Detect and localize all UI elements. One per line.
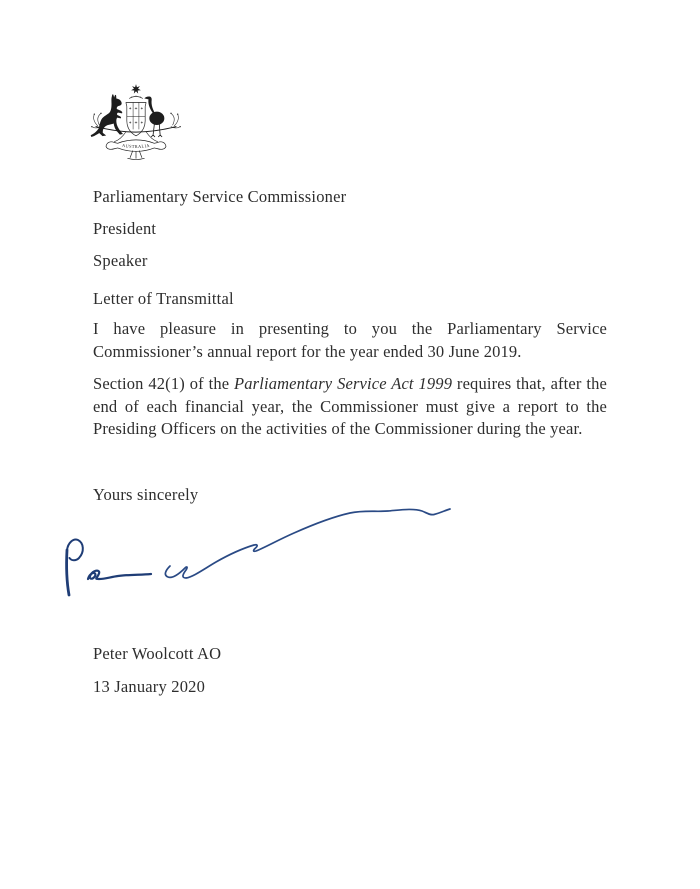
letter-subject: Letter of Transmittal <box>93 289 234 308</box>
paragraph-2-before: Section 42(1) of the <box>93 374 235 393</box>
letter-date: 13 January 2020 <box>93 677 206 696</box>
closing-salutation: Yours sincerely <box>93 485 199 504</box>
paragraph-1: I have pleasure in presenting to you the Parliamentary Service Commissioner’s annual report for the year ended 30 June 2019. <box>93 319 607 361</box>
recipient-president: President <box>93 219 157 238</box>
recipient-speaker: Speaker <box>93 251 148 270</box>
signature-image <box>58 503 458 603</box>
act-title-italic: Parliamentary Service Act 1999 <box>234 374 453 393</box>
paragraph-2-after: requires that, after the end of each financial year, the Commissioner must give a report to the Presiding Officers on the activities of the Commissioner during the year. <box>93 374 607 439</box>
office-title: Parliamentary Service Commissioner <box>93 187 347 206</box>
paragraph-2 <box>93 373 607 441</box>
signatory-name: Peter Woolcott AO <box>93 644 222 663</box>
emblem-banner-text: AUSTRALIA <box>121 142 151 150</box>
australian-coat-of-arms-icon <box>86 83 186 167</box>
